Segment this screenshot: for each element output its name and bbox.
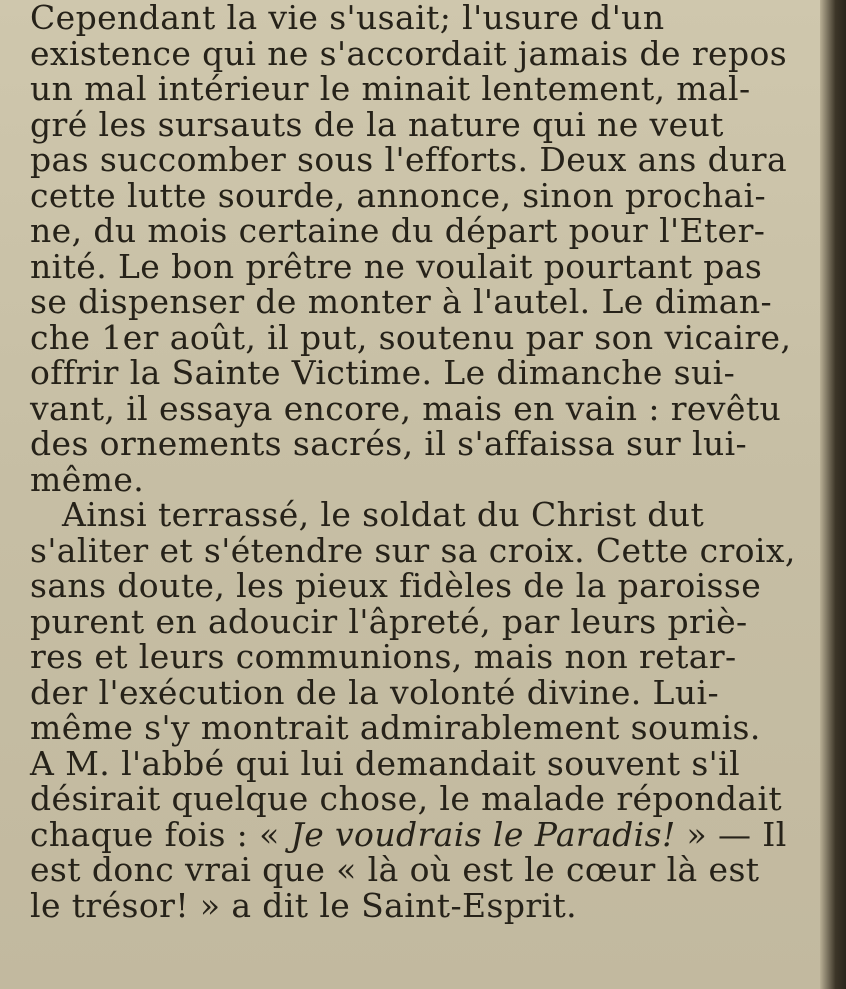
- text-line-10: che 1er août, il put, soutenu par son vicaire,: [30, 317, 792, 357]
- text-line-26: le trésor! » a dit le Saint-Esprit.: [30, 885, 578, 925]
- text-line-3: un mal intérieur le minait lentement, mal-: [30, 69, 751, 108]
- text-line-4: gré les sursauts de la nature qui ne veut: [30, 104, 724, 144]
- text-line-2: existence qui ne s'accordait jamais de repos: [30, 33, 788, 73]
- text-line-24-before: chaque fois : «: [30, 814, 291, 854]
- text-line-23: désirait quelque chose, le malade répondait: [30, 779, 783, 818]
- text-line-5: pas succomber sous l'efforts. Deux ans dura: [30, 140, 788, 179]
- text-line-17: sans doute, les pieux fidèles de la paroisse: [30, 566, 762, 605]
- text-line-19: res et leurs communions, mais non retar-: [30, 637, 737, 676]
- text-line-24: [30, 814, 820, 854]
- text-line-22: A M. l'abbé qui lui demandait souvent s'il: [30, 743, 741, 783]
- text-line-1: Cependant la vie s'usait; l'usure d'un: [30, 0, 665, 37]
- text-column: [30, 0, 820, 923]
- text-line-12: vant, il essaya encore, mais en vain : revêtu: [30, 388, 782, 428]
- page-gutter-shadow: [820, 0, 846, 989]
- text-line-8: nité. Le bon prêtre ne voulait pourtant pas: [30, 246, 763, 286]
- text-line-13: des ornements sacrés, il s'affaissa sur lui-: [30, 424, 748, 463]
- text-line-6: cette lutte sourde, annonce, sinon prochai-: [30, 175, 767, 215]
- text-line-14: même.: [30, 459, 145, 499]
- text-line-15: Ainsi terrassé, le soldat du Christ dut: [62, 495, 705, 534]
- text-line-16: s'aliter et s'étendre sur sa croix. Cette croix,: [30, 530, 796, 570]
- text-line-21: même s'y montrait admirablement soumis.: [30, 708, 761, 747]
- text-line-25: est donc vrai que « là où est le cœur là est: [30, 850, 760, 889]
- text-line-20: der l'exécution de la volonté divine. Lui-: [30, 672, 720, 712]
- text-line-24-after: » — Il: [675, 814, 787, 854]
- text-line-11: offrir la Sainte Victime. Le dimanche sui-: [30, 353, 736, 392]
- text-line-18: purent en adoucir l'âpreté, par leurs priè-: [30, 601, 748, 641]
- text-line-9: se dispenser de monter à l'autel. Le diman-: [30, 282, 773, 321]
- text-line-7: ne, du mois certaine du départ pour l'Eter-: [30, 211, 766, 250]
- text-line-24-italic-quote: Je voudrais le Paradis!: [290, 814, 676, 854]
